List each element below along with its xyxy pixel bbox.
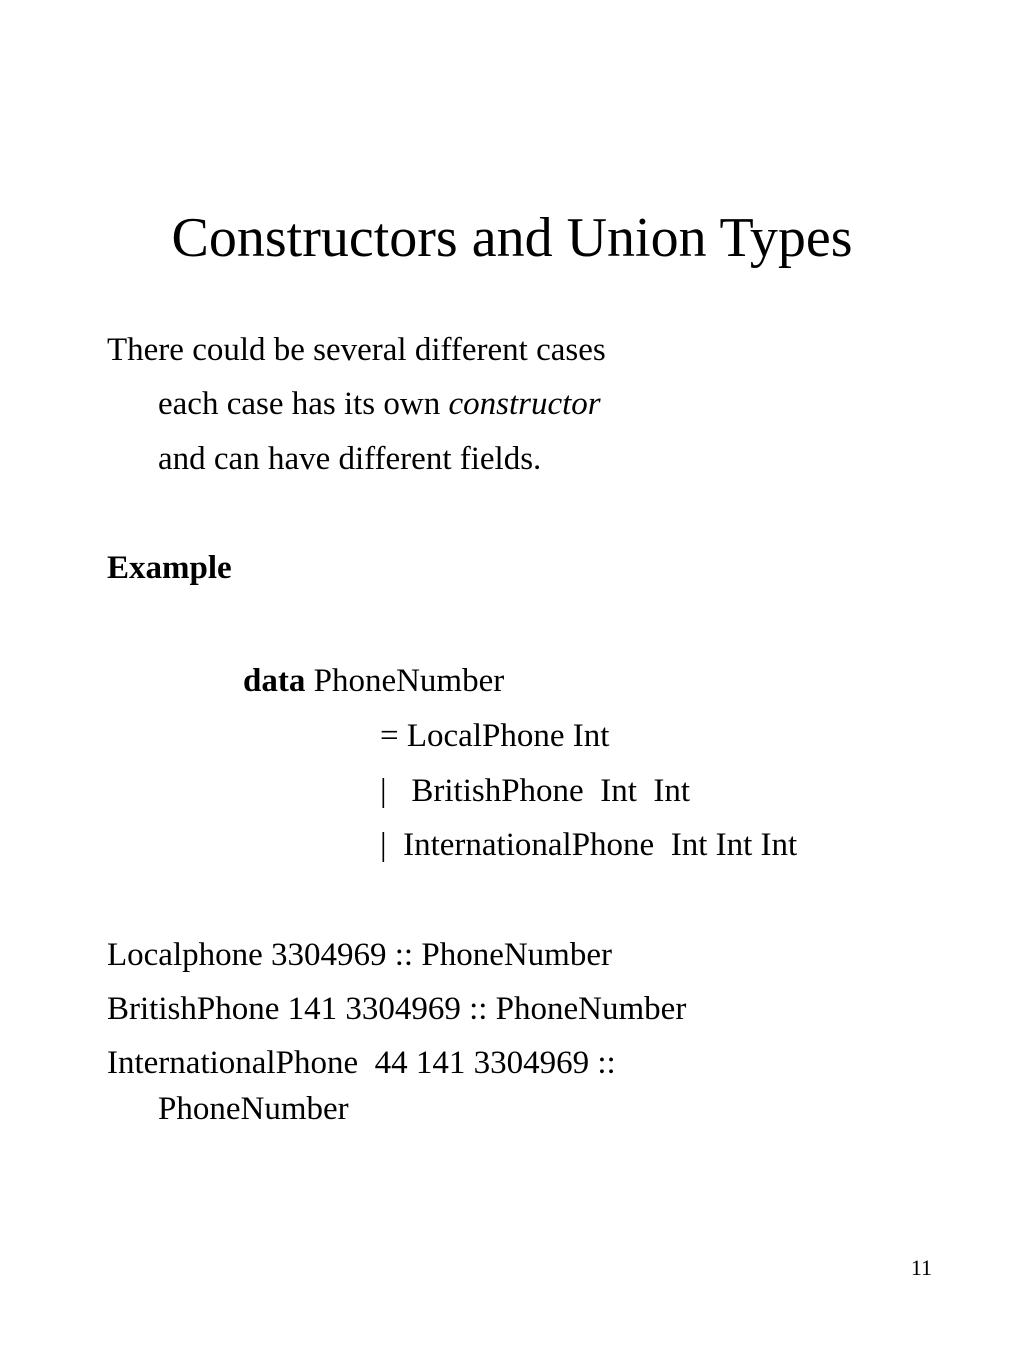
slide-title: Constructors and Union Types bbox=[171, 207, 853, 269]
intro-line-3: and can have different fields. bbox=[158, 441, 542, 477]
code-alternative-british: | BritishPhone Int Int bbox=[380, 773, 691, 809]
intro-line-2 bbox=[158, 384, 601, 424]
example-line-3-continuation: PhoneNumber bbox=[158, 1091, 349, 1127]
page-number: 11 bbox=[910, 1255, 932, 1280]
code-data-declaration bbox=[243, 661, 504, 701]
type-name: PhoneNumber bbox=[305, 663, 505, 699]
example-line-2: BritishPhone 141 3304969 :: PhoneNumber bbox=[107, 991, 687, 1027]
code-alternative-international: | InternationalPhone Int Int Int bbox=[380, 827, 798, 863]
intro-line-1: There could be several different cases bbox=[107, 332, 606, 368]
constructor-emphasis: constructor bbox=[448, 386, 601, 422]
code-alternative-local: = LocalPhone Int bbox=[380, 718, 610, 754]
example-line-1: Localphone 3304969 :: PhoneNumber bbox=[107, 937, 612, 973]
intro-line-2-text: each case has its own bbox=[158, 386, 449, 422]
example-heading: Example bbox=[107, 550, 232, 586]
data-keyword: data bbox=[243, 663, 306, 699]
example-line-3: InternationalPhone 44 141 3304969 :: bbox=[107, 1045, 616, 1081]
